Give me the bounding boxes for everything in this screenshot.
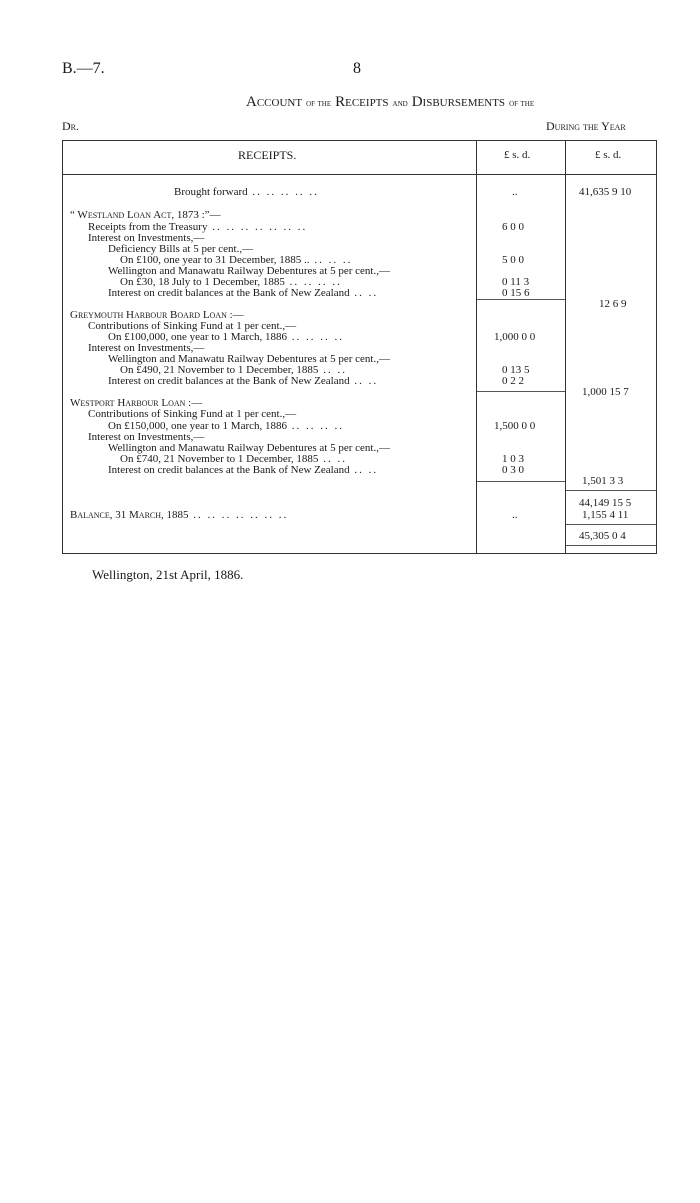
subtotal-rule: [566, 490, 656, 491]
westland-interest-label: Interest on Investments,—: [88, 232, 205, 244]
westland-railway-item: On £30, 18 July to 1 December, 1885 .. .. .. ..: [120, 276, 342, 288]
document-reference: B.—7.: [62, 60, 105, 77]
period-label: During the Year: [546, 119, 626, 133]
column-divider-1: [476, 140, 477, 554]
westland-total: 12 6 9: [599, 298, 627, 310]
table-top-border: [62, 140, 657, 141]
grand-total: 45,305 0 4: [579, 530, 626, 542]
greymouth-railway-label: Wellington and Manawatu Railway Debentures at 5 per cent.,—: [108, 353, 390, 365]
greymouth-contrib-item: On £100,000, one year to 1 March, 1886 .. .. .. ..: [108, 331, 345, 343]
grand-total-rule-top: [566, 524, 656, 525]
table-right-border: [656, 140, 657, 554]
westland-treasury-label: Receipts from the Treasury .. .. .. .. .. .. ..: [88, 221, 308, 233]
greymouth-contrib-amount: 1,000 0 0: [494, 331, 536, 343]
greymouth-interest-label: Interest on Investments,—: [88, 342, 205, 354]
greymouth-section-title: Greymouth Harbour Board Loan :—: [70, 309, 244, 321]
total-column-header: £ s. d.: [595, 149, 622, 161]
westport-total: 1,501 3 3: [582, 475, 624, 487]
amount-column-header: £ s. d.: [504, 149, 531, 161]
westport-contrib-label: Contributions of Sinking Fund at 1 per cent.,—: [88, 408, 297, 420]
westland-subtotal-rule: [477, 299, 565, 300]
subtotal-amount: 44,149 15 5: [579, 497, 632, 509]
greymouth-credit-label: Interest on credit balances at the Bank of New Zealand .. ..: [108, 375, 379, 387]
greymouth-contrib-label: Contributions of Sinking Fund at 1 per cent.,—: [88, 320, 297, 332]
westport-credit-amount: 0 3 0: [502, 464, 524, 476]
debit-label: Dr.: [62, 119, 80, 133]
column-divider-2: [565, 140, 566, 554]
grand-total-rule-bottom: [566, 545, 656, 546]
page-number: 8: [353, 60, 361, 77]
greymouth-total: 1,000 15 7: [582, 386, 629, 398]
westland-credit-amount: 0 15 6: [502, 287, 530, 299]
westland-deficiency-label: Deficiency Bills at 5 per cent.,—: [108, 243, 254, 255]
balance-total: 1,155 4 11: [582, 509, 629, 521]
header-divider: [62, 174, 657, 175]
account-title: Account of the Receipts and Disbursements of the: [246, 94, 535, 110]
table-left-border: [62, 140, 63, 554]
westland-deficiency-item: On £100, one year to 31 December, 1885 .. .. .. ..: [120, 254, 353, 266]
westport-contrib-item: On £150,000, one year to 1 March, 1886 .. .. .. ..: [108, 420, 345, 432]
brought-forward-label: Brought forward .. .. .. .. ..: [174, 186, 319, 198]
westland-railway-label: Wellington and Manawatu Railway Debentures at 5 per cent.,—: [108, 265, 390, 277]
balance-label: Balance, 31 March, 1885 .. .. .. .. .. .. ..: [70, 509, 289, 521]
westport-credit-label: Interest on credit balances at the Bank of New Zealand .. ..: [108, 464, 379, 476]
balance-amount: ..: [512, 509, 518, 521]
receipts-column-header: RECEIPTS.: [238, 148, 297, 162]
westland-railway-amount: 0 11 3: [502, 276, 530, 288]
greymouth-railway-amount: 0 13 5: [502, 364, 530, 376]
table-bottom-border: [62, 553, 657, 554]
footer-place-date: Wellington, 21st April, 1886.: [92, 567, 244, 582]
westland-credit-label: Interest on credit balances at the Bank of New Zealand .. ..: [108, 287, 379, 299]
westport-railway-label: Wellington and Manawatu Railway Debentures at 5 per cent.,—: [108, 442, 390, 454]
greymouth-subtotal-rule: [477, 391, 565, 392]
westport-subtotal-rule: [477, 481, 565, 482]
westport-railway-amount: 1 0 3: [502, 453, 524, 465]
westland-section-title: “ Westland Loan Act, 1873 :”—: [70, 209, 221, 221]
brought-forward-amount: ..: [512, 186, 518, 198]
westport-contrib-amount: 1,500 0 0: [494, 420, 536, 432]
brought-forward-total: 41,635 9 10: [579, 186, 632, 198]
westport-interest-label: Interest on Investments,—: [88, 431, 205, 443]
westland-deficiency-amount: 5 0 0: [502, 254, 524, 266]
westport-railway-item: On £740, 21 November to 1 December, 1885 .. ..: [120, 453, 347, 465]
greymouth-railway-item: On £490, 21 November to 1 December, 1885 .. ..: [120, 364, 347, 376]
westland-treasury-amount: 6 0 0: [502, 221, 524, 233]
greymouth-credit-amount: 0 2 2: [502, 375, 524, 387]
westport-section-title: Westport Harbour Loan :—: [70, 397, 203, 409]
